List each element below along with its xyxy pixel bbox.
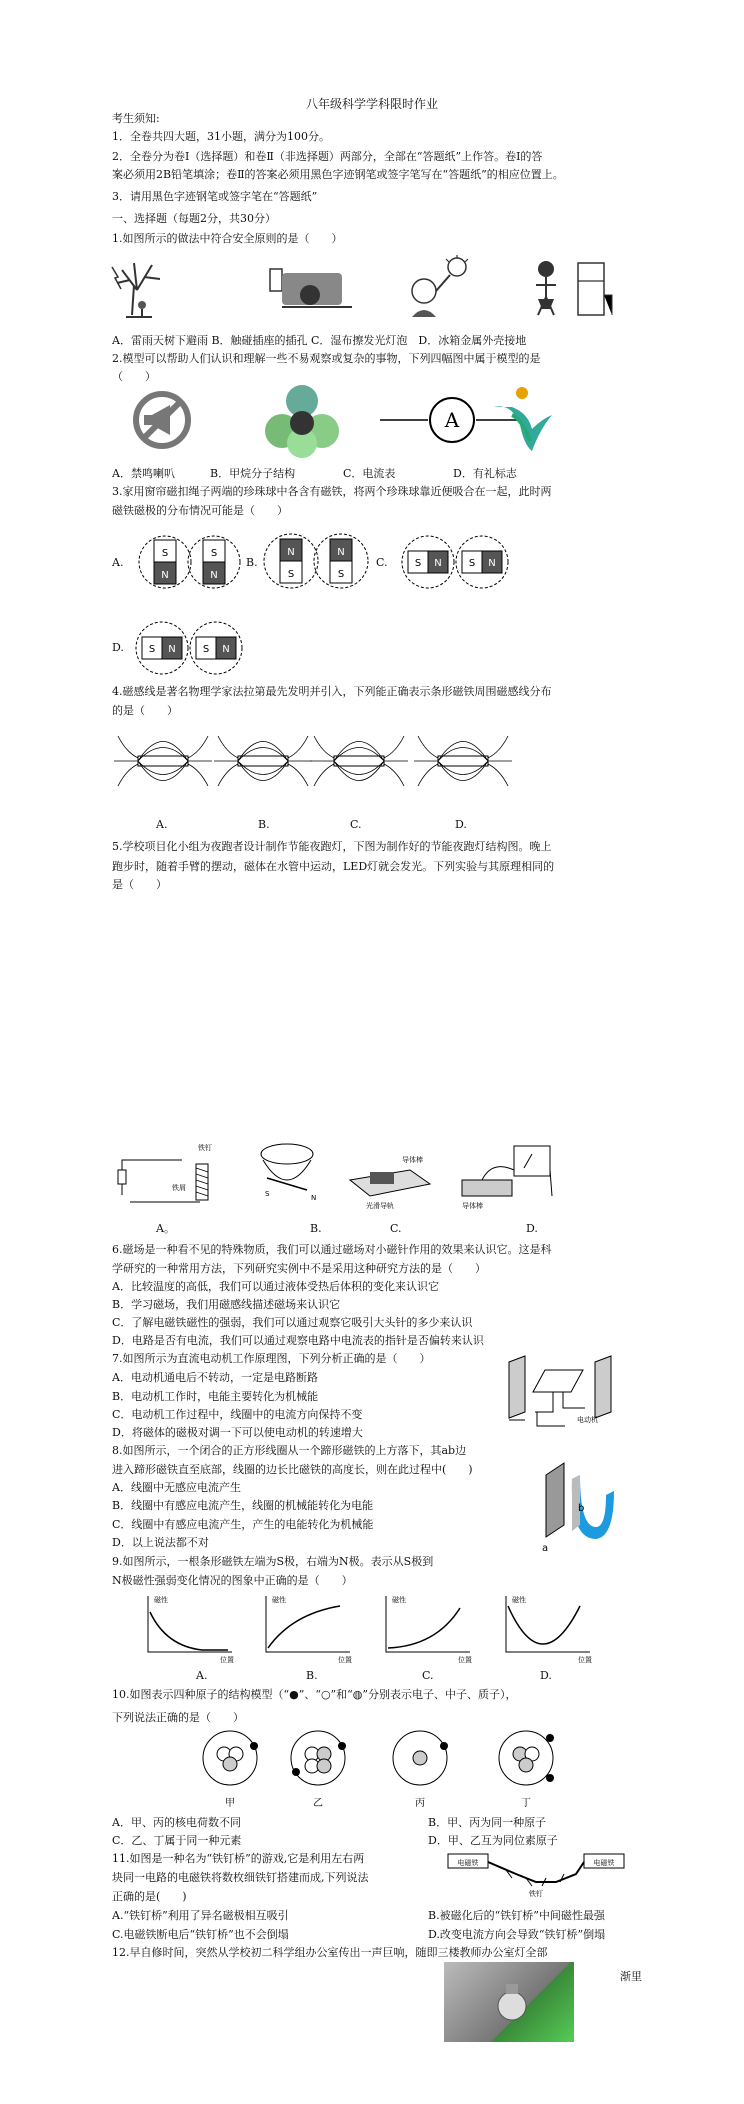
no-horn-sign-icon [136,394,188,446]
field-lines-b-figure [214,736,312,786]
pole-label: S [161,548,169,559]
pole-label: S [202,644,210,655]
graph-ylabel: 磁性 [272,1596,286,1604]
q7-option-b: B．电动机工作时，电能主要转化为机械能 [112,1390,319,1403]
q5-stem: 5.学校项目化小组为夜跑者设计制作节能夜跑灯，下图为制作好的节能夜跑灯结构图。晚上 [112,840,552,853]
wet-cloth-bulb-icon [412,255,468,317]
nail-label: 铁钉 [198,1144,212,1152]
pole-label: N [337,547,345,558]
q7-option-a: A．电动机通电后不转动，一定是电路断路 [112,1371,318,1384]
q10-option-c: C．乙、丁属于同一种元素 [112,1834,242,1847]
q6-option-b: B．学习磁场，我们用磁感线描述磁场来认识它 [112,1298,341,1311]
q11-option-b: B.被磁化后的“铁钉桥”中间磁性最强 [428,1909,605,1922]
q5-label-b: B. [310,1222,322,1235]
q3-label-c: C. [376,556,388,569]
graph-xlabel: 位置 [578,1656,592,1664]
q3-stem-cont: 磁铁磁极的分布情况可能是（ ） [112,504,288,517]
q6-option-d: D．电路是否有电流，我们可以通过观察电路中电流表的指针是否偏转来认识 [112,1334,484,1347]
q10-atom-models [200,1728,580,1810]
pole-label: S [414,558,422,569]
q9-graphs [138,1592,618,1662]
q5-label-a: A。 [156,1222,175,1235]
notice-heading: 考生须知: [112,112,160,125]
pole-label: N [222,644,230,655]
rod-label: 导体棒 [402,1156,423,1164]
q8-option-b: B．线圈中有感应电流产生，线圈的机械能转化为电能 [112,1499,374,1512]
atom-label: 甲 [225,1798,235,1809]
atom-ding [499,1731,554,1785]
q8-stem-cont: 进入蹄形磁铁直至底部，线圈的边长比磁铁的高度长，则在此过程中( ) [112,1463,473,1476]
q11-option-d: D.改变电流方向会导致“铁钉桥”倒塌 [428,1928,606,1941]
q5-figures [112,1140,582,1210]
q1-figures [112,255,612,323]
page-title: 八年级科学学科限时作业 [305,97,438,111]
pole-label: N [287,547,295,558]
q3-stem: 3.家用窗帘磁扣绳子两端的珍珠球中各含有磁铁，将两个珍珠球靠近便吸合在一起，此时两 [112,485,552,498]
q4-label-c: C. [350,818,362,831]
atom-label: 丙 [415,1798,425,1809]
q3-label-a: A. [112,556,124,569]
electromagnet-label-right: 电磁铁 [593,1859,615,1867]
q1-stem: 1.如图所示的做法中符合安全原则的是（ ） [112,232,343,245]
graph-ylabel: 磁性 [392,1596,406,1604]
q8-option-a: A．线圈中无感应电流产生 [112,1481,241,1494]
atom-yi [291,1731,346,1785]
pole-label: S [337,569,345,580]
q8-option-d: D．以上说法都不对 [112,1536,209,1549]
q5-stem-cont: 跑步时，随着手臂的摆动，磁体在水管中运动，LED灯就会发光。下列实验与其原理相同的 [112,860,555,873]
q5-label-d: D. [526,1222,538,1235]
lightning-tree-icon [112,263,160,317]
q8-stem: 8.如图所示，一个闭合的正方形线圈从一个蹄形磁铁的上方落下，其ab边 [112,1444,467,1457]
nail-bridge-diagram [446,1848,636,1898]
socket-touch-icon [270,269,352,307]
graph-xlabel: 位置 [220,1656,234,1664]
q6-option-c: C．了解电磁铁磁性的强弱，我们可以通过观察它吸引大头针的多少来认识 [112,1316,473,1329]
atom-label: 乙 [313,1798,323,1809]
pole-label: N [168,644,176,655]
q5-label-c: C. [390,1222,402,1235]
q7-option-c: C．电动机工作过程中，线圈中的电流方向保持不变 [112,1408,363,1421]
atom-bing [393,1731,448,1785]
q4-label-a: A. [156,818,168,831]
rod-label-d: 导体棒 [462,1202,483,1210]
q5-stem-end: 是（ ） [112,878,167,891]
graph-b [266,1596,350,1652]
q9-label-b: B. [306,1669,318,1682]
q3-option-b-figure [266,530,366,592]
field-lines-a-figure [114,736,212,786]
q4-field-figures [112,722,532,802]
q2-option-a: A．禁鸣喇叭 [112,467,175,480]
atom-label: 丁 [521,1798,531,1809]
ammeter-label: A [444,408,460,432]
q4-label-d: D. [455,818,467,831]
q9-stem-cont: N极磁性强弱变化情况的图象中正确的是（ ） [112,1574,353,1587]
graph-xlabel: 位置 [338,1656,352,1664]
q11-option-c: C.电磁铁断电后“铁钉桥”也不会倒塌 [112,1928,289,1941]
q9-label-a: A. [196,1669,208,1682]
galvanometer-figure [462,1146,552,1210]
q10-option-d: D．甲、乙互为同位素原子 [428,1834,558,1847]
q11-stem-end: 正确的是( ) [112,1890,187,1903]
q3-label-b: B. [246,556,258,569]
q3-option-d-figure [134,620,246,676]
q12-photo [444,1962,574,2042]
rail-conductor-figure [350,1155,430,1210]
notice-item-2: 2．全卷分为卷Ⅰ（选择题）和卷Ⅱ（非选择题）两部分，全部在“答题纸”上作答。卷Ⅰ的答 [112,150,543,163]
notice-item-3: 3．请用黑色字迹钢笔或签字笔在“答题纸” [112,190,318,203]
coil-magnet-diagram [540,1455,620,1555]
q10-stem: 10.如图表示四种原子的结构模型（“●”、“○”和“◍”分别表示电子、中子、质子）， [112,1688,517,1701]
q11-stem: 11.如图是一种名为“铁钉桥”的游戏,它是利用左右两 [112,1852,365,1865]
field-lines-c-figure [310,736,408,786]
q4-stem: 4.磁感线是著名物理学家法拉第最先发明并引入，下列能正确表示条形磁铁周围磁感线分布 [112,685,552,698]
q9-stem: 9.如图所示，一根条形磁铁左端为S极，右端为N极。表示从S极到 [112,1555,434,1568]
motor-diagram [505,1352,615,1432]
graph-ylabel: 磁性 [512,1596,526,1604]
graph-d [506,1596,590,1652]
pole-label: S [210,548,218,559]
coil-side-a: a [542,1543,549,1554]
coil-side-b: b [578,1503,585,1514]
courtesy-logo-icon [494,387,552,451]
pole-s-label: S [265,1190,270,1198]
pole-label: N [434,558,442,569]
pole-label: N [210,570,218,581]
q1-options: A．雷雨天树下避雨 B．触碰插座的插孔 C．湿布擦发光灯泡 D．冰箱金属外壳接地 [112,334,527,347]
q12-side-text: 渐里 [620,1970,642,1983]
pole-label: N [161,570,169,581]
atom-jia [203,1731,258,1785]
graph-xlabel: 位置 [458,1656,472,1664]
pole-label: S [468,558,476,569]
q3-option-a-figure [140,532,240,592]
methane-molecule-icon [265,385,339,458]
q11-stem-cont: 块同一电路的电磁铁将数枚细铁钉搭建而成,下列说法 [112,1871,369,1884]
q2-option-b: B．甲烷分子结构 [210,467,296,480]
notice-item-1: 1．全卷共四大题，31小题，满分为100分。 [112,130,330,143]
notice-item-2b: 案必须用2B铅笔填涂；卷Ⅱ的答案必须用黑色字迹钢笔或签字笔写在“答题纸”的相应位置上。 [112,168,564,181]
section-heading: 一、选择题（每题2分，共30分） [112,212,276,225]
pole-label: N [488,558,496,569]
q9-label-d: D. [540,1669,552,1682]
q2-figures [112,385,612,460]
q6-stem: 6.磁场是一种看不见的特殊物质，我们可以通过磁场对小磁针作用的效果来认识它。这是科 [112,1243,552,1256]
graph-a [148,1596,232,1652]
filings-label: 铁屑 [172,1184,186,1192]
electromagnet-figure [118,1143,212,1202]
q6-stem-cont: 学研究的一种常用方法，下列研究实例中不是采用这种研究方法的是（ ） [112,1262,486,1275]
fridge-ground-icon [536,261,612,315]
field-lines-d-figure [414,736,512,786]
q7-stem: 7.如图所示为直流电动机工作原理图，下列分析正确的是（ ） [112,1352,431,1365]
electromagnet-label-left: 电磁铁 [457,1859,479,1867]
q2-option-c: C．电流表 [343,467,396,480]
q10-option-a: A．甲、丙的核电荷数不同 [112,1816,241,1829]
pole-label: S [148,644,156,655]
ammeter-symbol-icon [380,398,520,442]
graph-c [386,1596,470,1652]
q2-option-d: D．有礼标志 [453,467,517,480]
nail-bridge-label: 铁钉 [529,1890,543,1898]
pole-label: S [287,569,295,580]
q9-label-c: C. [422,1669,434,1682]
q12-stem: 12.早自修时间，突然从学校初二科学组办公室传出一声巨响，随即三楼教师办公室灯全部 [112,1946,548,1959]
rail-label: 光滑导轨 [366,1202,394,1210]
q4-stem-cont: 的是（ ） [112,704,178,717]
q2-stem-cont: （ ） [112,370,156,383]
q3-label-d: D. [112,641,124,654]
q8-option-c: C．线圈中有感应电流产生，产生的电能转化为机械能 [112,1518,374,1531]
motor-label: 电动机 [577,1416,598,1424]
q2-stem: 2.模型可以帮助人们认识和理解一些不易观察或复杂的事物，下列四幅图中属于模型的是 [112,352,541,365]
q4-label-b: B. [258,818,270,831]
q10-option-b: B．甲、丙为同一种原子 [428,1816,547,1829]
graph-ylabel: 磁性 [154,1596,168,1604]
compass-wire-figure [261,1144,316,1202]
q11-option-a: A.“铁钉桥”利用了异名磁极相互吸引 [112,1909,289,1922]
q10-stem-cont: 下列说法正确的是（ ） [112,1711,244,1724]
q6-option-a: A．比较温度的高低，我们可以通过液体受热后体积的变化来认识它 [112,1280,439,1293]
q7-option-d: D．将磁体的磁极对调一下可以使电动机的转速增大 [112,1426,363,1439]
pole-n-label: N [311,1194,317,1202]
q3-option-c-figure [400,534,512,590]
